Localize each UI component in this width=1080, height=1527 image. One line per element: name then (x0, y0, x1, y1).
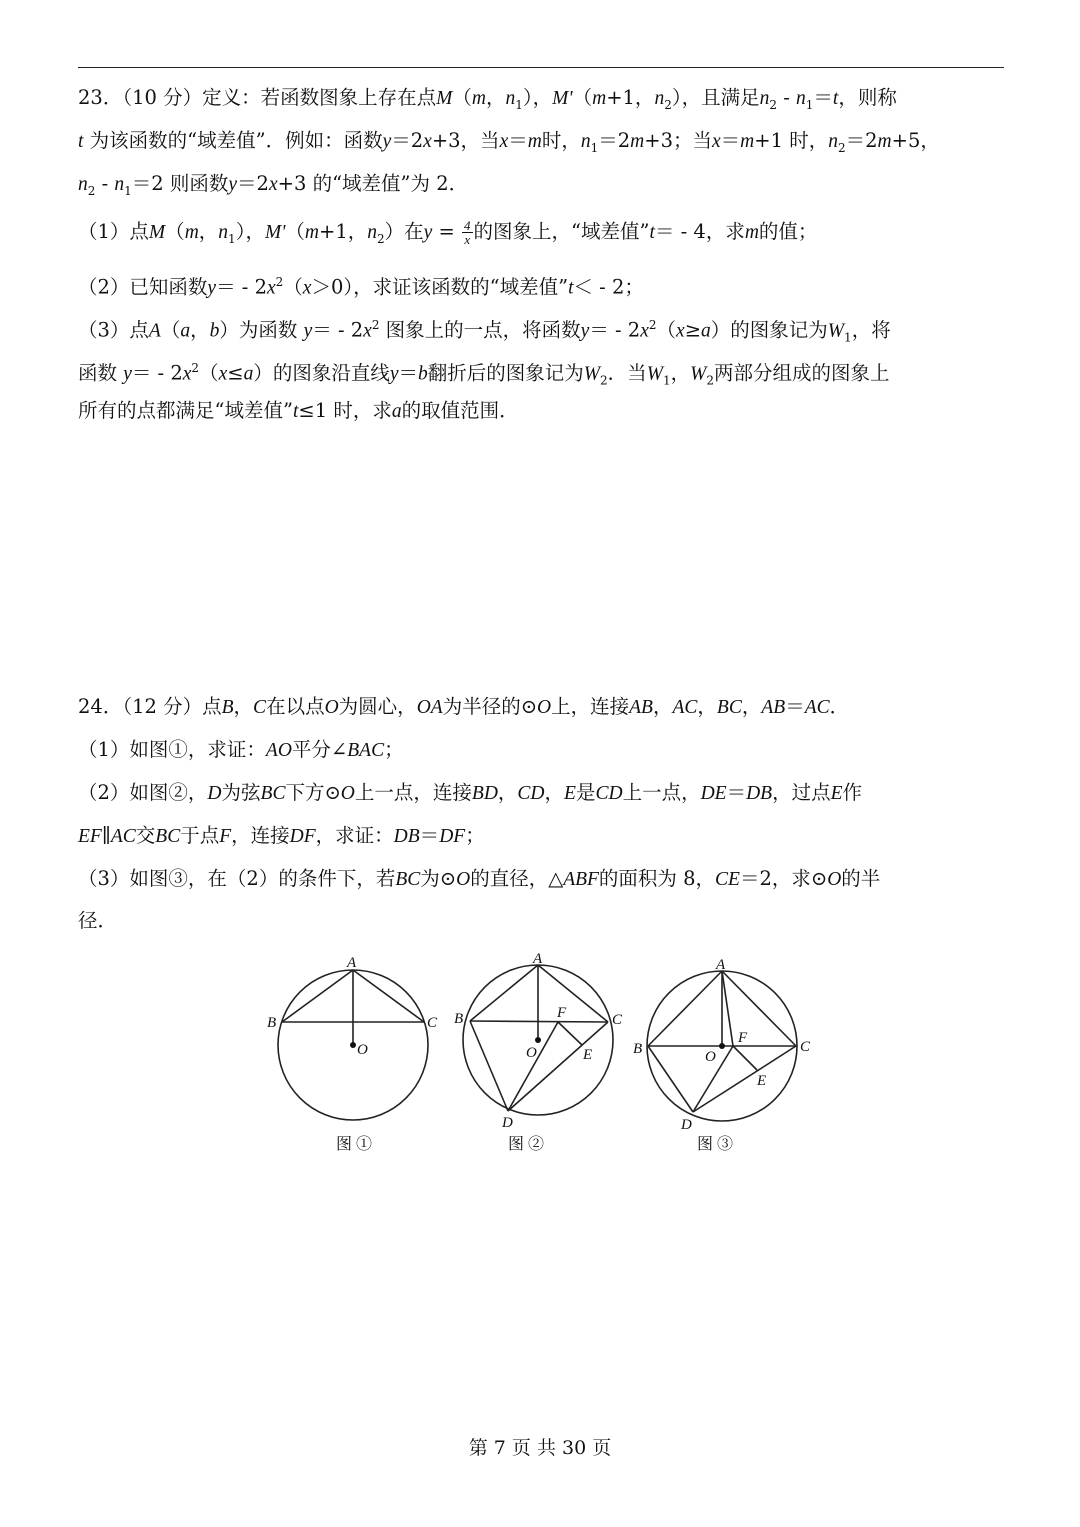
fig3-center-dot (719, 1043, 725, 1049)
q23-line-2: t 为该函数的“域差值”．例如：函数y＝2x+3，当x＝m时，$n_1=2m+3$；当x＝m+1 时，$n_2=2m+5$， (78, 129, 940, 155)
q23-part-2: （2）已知函数$y= - 2x^2(x>0)$，求证该函数的“域差值”t＜ - 2； (78, 275, 644, 299)
fig1-segment-AB (282, 970, 353, 1022)
q24-part-2-line-2: EF∥AC交BC于点F，连接DF，求证：DB＝DF； (78, 824, 485, 847)
fig2-segment-BC (470, 1021, 608, 1022)
fig3-label-F: F (738, 1030, 748, 1046)
fig3-label-E: E (757, 1073, 767, 1089)
fig2-segment-CD (508, 1022, 608, 1111)
q23-part-1: （1）点M（m，$n_1$），M'（m+1，$n_2$）在y = $\frac{4}{x}$ 的图象上，“域差值”t＝ - 4，求m的值； (78, 218, 818, 247)
q23-part-3-line-2: 函数 $y= - 2x^2(x\le a)$的图象沿直线y＝b翻折后的图象记为$W_2$．当$W_1$，$W_2$两部分组成的图象上 (78, 361, 890, 388)
fig1-label-C: C (427, 1015, 438, 1031)
fig2-label-C: C (612, 1012, 623, 1028)
fig2-segment-DF (508, 1022, 558, 1111)
fig1-segment-AC (353, 970, 424, 1022)
q24-part-3-line-2: 径． (78, 909, 118, 932)
geometry-figures (0, 945, 1080, 1165)
fig2-label-B: B (454, 1011, 464, 1027)
fig3-segment-AC (722, 971, 796, 1046)
fig1-center-dot (350, 1042, 356, 1048)
page-footer: 第 7 页 共 30 页 (468, 1437, 612, 1459)
fig3-label-A: A (716, 957, 726, 973)
fig3-label-B: B (633, 1041, 643, 1057)
q23-part-3-line-3: 所有的点都满足“域差值”t≤1 时，求a的取值范围． (78, 399, 519, 422)
fig3-label-O: O (705, 1049, 716, 1065)
fig3-segment-EF (733, 1046, 757, 1070)
fig2-label-F: F (557, 1005, 567, 1021)
fig3-segment-AB (648, 971, 722, 1046)
fig1-label-B: B (267, 1015, 277, 1031)
fig3-label-D: D (681, 1117, 692, 1133)
fig3-label-C: C (800, 1039, 811, 1055)
fig3-caption: 图 ③ (697, 1136, 734, 1153)
q23-line-1: 23．（10 分）定义：若函数图象上存在点M（m，$n_1$），M'（m+1，$n_2$），且满足$n_2 - n_1=t$，则称 (78, 86, 897, 112)
fig2-caption: 图 ② (508, 1136, 545, 1153)
fig1-caption: 图 ① (336, 1136, 373, 1153)
q24-part-2-line-1: （2）如图②，D为弦BC下方⊙O上一点，连接BD，CD，E是CD上一点，DE＝DB，过点E作 (78, 781, 863, 804)
fig2-center-dot (535, 1037, 541, 1043)
q24-part-3-line-1: （3）如图③，在（2）的条件下，若BC为⊙O的直径，△ABF的面积为 8，CE＝2，求⊙O的半 (78, 867, 881, 890)
fig2-label-D: D (502, 1115, 513, 1131)
q24-line-1: 24．（12 分）点B，C在以点O为圆心，OA为半径的⊙O上，连接AB，AC，BC，AB＝AC． (78, 695, 850, 718)
q23-part-3-line-1: （3）点A（a，b）为函数 $y= - 2x^2$ 图象上的一点，将函数$y= - 2x^2(x\ge a)$的图象记为$W_1$，将 (78, 318, 891, 345)
q24-part-1: （1）如图①，求证：AO平分∠BAC； (78, 738, 404, 761)
q23-line-3: $n_2 - n_1=2$ 则函数y＝2x+3 的“域差值”为 2． (78, 172, 469, 198)
fig1-label-O: O (357, 1042, 368, 1058)
fig2-label-O: O (526, 1045, 537, 1061)
header-rule (78, 67, 1004, 68)
fig2-segment-EF (558, 1022, 582, 1045)
fig2-label-E: E (583, 1047, 593, 1063)
fig3-segment-AF (722, 971, 733, 1046)
fraction-4-over-x: $\frac{4}{x}$ (464, 218, 471, 247)
fig2-label-A: A (533, 951, 543, 967)
fig1-label-A: A (347, 955, 357, 971)
